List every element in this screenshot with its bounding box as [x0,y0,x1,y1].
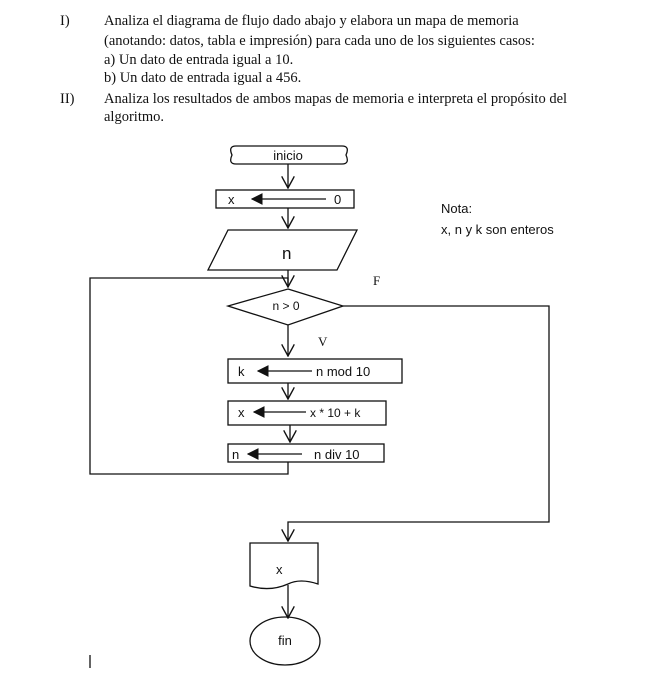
step2-var-label: x [238,405,245,420]
step3-box [228,444,384,462]
q1-line-1: Analiza el diagrama de flujo dado abajo y elabora un mapa de memoria [104,13,519,29]
q1-case-b: b) Un dato de entrada igual a 456. [104,70,302,86]
end-label: fin [278,633,292,648]
q2-line-1: Analiza los resultados de ambos mapas de memoria e interpreta el propósito del [104,91,568,107]
output-document [250,543,318,589]
input-label: n [282,244,292,263]
init-var-label: x [228,192,235,207]
note-text: x, n y k son enteros [441,222,554,237]
step1-var-label: k [238,364,245,379]
q1-line-2: (anotando: datos, tabla e impresión) para cada uno de los siguientes casos: [104,33,535,49]
init-val-label: 0 [334,192,342,207]
q1-case-a: a) Un dato de entrada igual a 10. [104,52,294,68]
start-label: inicio [273,148,303,163]
step3-var-label: n [232,447,240,462]
numeral-i: I) [60,13,70,29]
true-label: V [318,334,328,349]
output-label: x [276,562,283,577]
note-title: Nota: [441,201,473,216]
step2-box [228,401,386,425]
condition-label: n > 0 [272,299,300,313]
q2-line-2: algoritmo. [104,109,165,125]
step2-expr-label: x * 10 + k [310,406,361,420]
step1-box [228,359,402,383]
step1-expr-label: n mod 10 [316,364,371,379]
false-label: F [373,273,381,288]
numeral-ii: II) [60,91,75,107]
step3-expr-label: n div 10 [314,447,360,462]
